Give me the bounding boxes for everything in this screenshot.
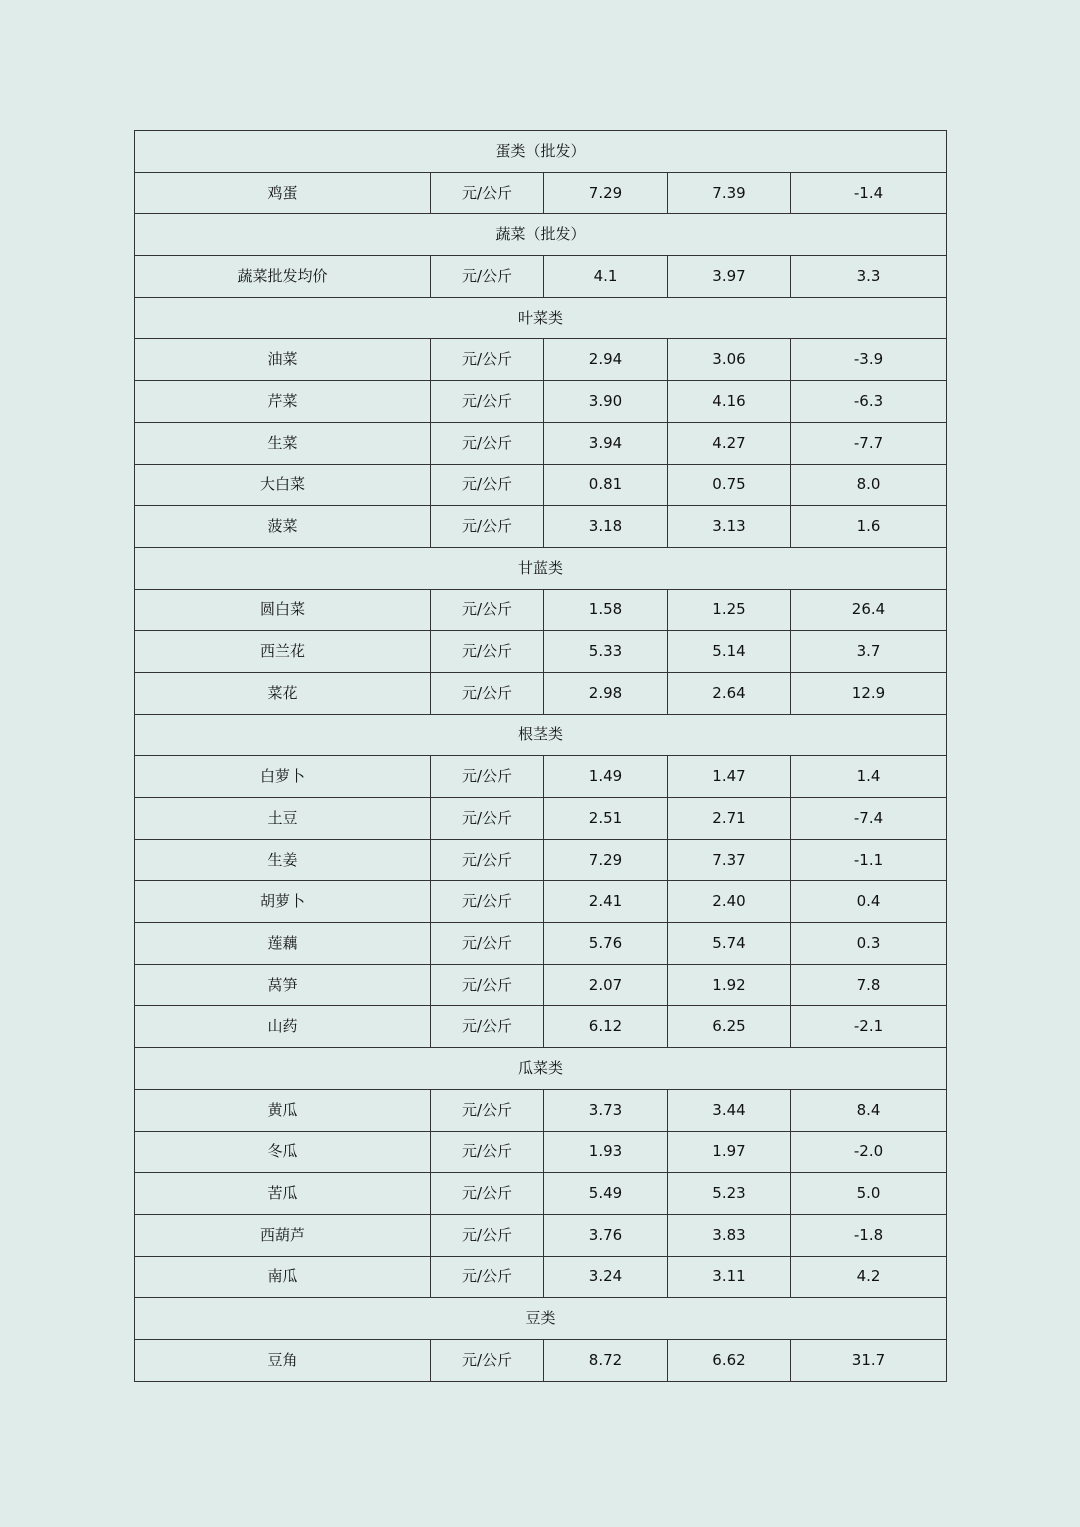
change-percent-cell: 5.0 bbox=[791, 1173, 947, 1215]
section-header-row bbox=[135, 1298, 947, 1340]
change-percent-cell: 1.6 bbox=[791, 506, 947, 548]
item-name-cell: 大白菜 bbox=[135, 464, 431, 506]
change-percent-cell: 26.4 bbox=[791, 589, 947, 631]
current-price-cell: 2.41 bbox=[544, 881, 668, 923]
table-row bbox=[135, 672, 947, 714]
current-price-cell: 3.90 bbox=[544, 381, 668, 423]
change-percent-cell: -1.1 bbox=[791, 839, 947, 881]
change-percent-cell: -2.0 bbox=[791, 1131, 947, 1173]
change-percent-cell: -6.3 bbox=[791, 381, 947, 423]
change-percent-cell: -7.4 bbox=[791, 798, 947, 840]
price-table bbox=[134, 130, 947, 1382]
section-header-row bbox=[135, 547, 947, 589]
current-price-cell: 0.81 bbox=[544, 464, 668, 506]
item-name-cell: 蔬菜批发均价 bbox=[135, 256, 431, 298]
table-row bbox=[135, 1089, 947, 1131]
section-title: 甘蓝类 bbox=[135, 547, 947, 589]
item-name-cell: 山药 bbox=[135, 1006, 431, 1048]
unit-cell: 元/公斤 bbox=[431, 1339, 544, 1381]
unit-cell: 元/公斤 bbox=[431, 631, 544, 673]
price-table-body bbox=[135, 131, 947, 1382]
section-header-row bbox=[135, 131, 947, 173]
unit-cell: 元/公斤 bbox=[431, 1089, 544, 1131]
current-price-cell: 1.49 bbox=[544, 756, 668, 798]
item-name-cell: 西兰花 bbox=[135, 631, 431, 673]
previous-price-cell: 7.37 bbox=[668, 839, 791, 881]
current-price-cell: 2.94 bbox=[544, 339, 668, 381]
unit-cell: 元/公斤 bbox=[431, 1131, 544, 1173]
item-name-cell: 豆角 bbox=[135, 1339, 431, 1381]
unit-cell: 元/公斤 bbox=[431, 756, 544, 798]
previous-price-cell: 3.97 bbox=[668, 256, 791, 298]
current-price-cell: 7.29 bbox=[544, 172, 668, 214]
item-name-cell: 黄瓜 bbox=[135, 1089, 431, 1131]
section-title: 瓜菜类 bbox=[135, 1048, 947, 1090]
table-row bbox=[135, 589, 947, 631]
previous-price-cell: 6.25 bbox=[668, 1006, 791, 1048]
table-row bbox=[135, 964, 947, 1006]
table-row bbox=[135, 506, 947, 548]
section-title: 叶菜类 bbox=[135, 297, 947, 339]
change-percent-cell: 3.3 bbox=[791, 256, 947, 298]
unit-cell: 元/公斤 bbox=[431, 964, 544, 1006]
item-name-cell: 芹菜 bbox=[135, 381, 431, 423]
change-percent-cell: 12.9 bbox=[791, 672, 947, 714]
change-percent-cell: -1.8 bbox=[791, 1214, 947, 1256]
unit-cell: 元/公斤 bbox=[431, 923, 544, 965]
item-name-cell: 白萝卜 bbox=[135, 756, 431, 798]
section-title: 蛋类（批发） bbox=[135, 131, 947, 173]
current-price-cell: 3.73 bbox=[544, 1089, 668, 1131]
current-price-cell: 1.58 bbox=[544, 589, 668, 631]
current-price-cell: 3.24 bbox=[544, 1256, 668, 1298]
unit-cell: 元/公斤 bbox=[431, 256, 544, 298]
item-name-cell: 生姜 bbox=[135, 839, 431, 881]
previous-price-cell: 2.64 bbox=[668, 672, 791, 714]
unit-cell: 元/公斤 bbox=[431, 1214, 544, 1256]
item-name-cell: 圆白菜 bbox=[135, 589, 431, 631]
table-row bbox=[135, 923, 947, 965]
change-percent-cell: 8.4 bbox=[791, 1089, 947, 1131]
current-price-cell: 5.76 bbox=[544, 923, 668, 965]
table-row bbox=[135, 1173, 947, 1215]
previous-price-cell: 5.14 bbox=[668, 631, 791, 673]
section-title: 根茎类 bbox=[135, 714, 947, 756]
previous-price-cell: 1.47 bbox=[668, 756, 791, 798]
current-price-cell: 1.93 bbox=[544, 1131, 668, 1173]
section-title: 蔬菜（批发） bbox=[135, 214, 947, 256]
previous-price-cell: 4.16 bbox=[668, 381, 791, 423]
section-header-row bbox=[135, 1048, 947, 1090]
unit-cell: 元/公斤 bbox=[431, 381, 544, 423]
change-percent-cell: 0.4 bbox=[791, 881, 947, 923]
unit-cell: 元/公斤 bbox=[431, 839, 544, 881]
previous-price-cell: 6.62 bbox=[668, 1339, 791, 1381]
item-name-cell: 南瓜 bbox=[135, 1256, 431, 1298]
table-row bbox=[135, 631, 947, 673]
table-row bbox=[135, 1339, 947, 1381]
table-row bbox=[135, 1256, 947, 1298]
change-percent-cell: -3.9 bbox=[791, 339, 947, 381]
unit-cell: 元/公斤 bbox=[431, 1173, 544, 1215]
previous-price-cell: 1.92 bbox=[668, 964, 791, 1006]
previous-price-cell: 1.97 bbox=[668, 1131, 791, 1173]
section-header-row bbox=[135, 714, 947, 756]
item-name-cell: 西葫芦 bbox=[135, 1214, 431, 1256]
table-row bbox=[135, 1214, 947, 1256]
unit-cell: 元/公斤 bbox=[431, 172, 544, 214]
item-name-cell: 土豆 bbox=[135, 798, 431, 840]
current-price-cell: 3.94 bbox=[544, 422, 668, 464]
current-price-cell: 3.76 bbox=[544, 1214, 668, 1256]
unit-cell: 元/公斤 bbox=[431, 798, 544, 840]
unit-cell: 元/公斤 bbox=[431, 672, 544, 714]
table-row bbox=[135, 839, 947, 881]
current-price-cell: 7.29 bbox=[544, 839, 668, 881]
current-price-cell: 6.12 bbox=[544, 1006, 668, 1048]
previous-price-cell: 2.40 bbox=[668, 881, 791, 923]
change-percent-cell: 7.8 bbox=[791, 964, 947, 1006]
previous-price-cell: 3.44 bbox=[668, 1089, 791, 1131]
item-name-cell: 冬瓜 bbox=[135, 1131, 431, 1173]
table-row bbox=[135, 798, 947, 840]
table-row bbox=[135, 464, 947, 506]
previous-price-cell: 0.75 bbox=[668, 464, 791, 506]
previous-price-cell: 7.39 bbox=[668, 172, 791, 214]
change-percent-cell: 31.7 bbox=[791, 1339, 947, 1381]
section-header-row bbox=[135, 297, 947, 339]
table-row bbox=[135, 339, 947, 381]
item-name-cell: 鸡蛋 bbox=[135, 172, 431, 214]
section-title: 豆类 bbox=[135, 1298, 947, 1340]
change-percent-cell: -7.7 bbox=[791, 422, 947, 464]
previous-price-cell: 5.74 bbox=[668, 923, 791, 965]
previous-price-cell: 3.11 bbox=[668, 1256, 791, 1298]
change-percent-cell: 4.2 bbox=[791, 1256, 947, 1298]
current-price-cell: 2.98 bbox=[544, 672, 668, 714]
previous-price-cell: 3.83 bbox=[668, 1214, 791, 1256]
item-name-cell: 油菜 bbox=[135, 339, 431, 381]
previous-price-cell: 4.27 bbox=[668, 422, 791, 464]
item-name-cell: 胡萝卜 bbox=[135, 881, 431, 923]
table-row bbox=[135, 1131, 947, 1173]
current-price-cell: 2.51 bbox=[544, 798, 668, 840]
current-price-cell: 4.1 bbox=[544, 256, 668, 298]
previous-price-cell: 3.06 bbox=[668, 339, 791, 381]
current-price-cell: 5.33 bbox=[544, 631, 668, 673]
current-price-cell: 3.18 bbox=[544, 506, 668, 548]
table-row bbox=[135, 256, 947, 298]
change-percent-cell: -1.4 bbox=[791, 172, 947, 214]
item-name-cell: 莴笋 bbox=[135, 964, 431, 1006]
previous-price-cell: 5.23 bbox=[668, 1173, 791, 1215]
change-percent-cell: 8.0 bbox=[791, 464, 947, 506]
table-row bbox=[135, 1006, 947, 1048]
table-row bbox=[135, 422, 947, 464]
current-price-cell: 5.49 bbox=[544, 1173, 668, 1215]
item-name-cell: 菜花 bbox=[135, 672, 431, 714]
previous-price-cell: 3.13 bbox=[668, 506, 791, 548]
change-percent-cell: 0.3 bbox=[791, 923, 947, 965]
previous-price-cell: 2.71 bbox=[668, 798, 791, 840]
unit-cell: 元/公斤 bbox=[431, 589, 544, 631]
unit-cell: 元/公斤 bbox=[431, 422, 544, 464]
section-header-row bbox=[135, 214, 947, 256]
previous-price-cell: 1.25 bbox=[668, 589, 791, 631]
unit-cell: 元/公斤 bbox=[431, 464, 544, 506]
table-row bbox=[135, 172, 947, 214]
current-price-cell: 8.72 bbox=[544, 1339, 668, 1381]
item-name-cell: 苦瓜 bbox=[135, 1173, 431, 1215]
item-name-cell: 生菜 bbox=[135, 422, 431, 464]
item-name-cell: 菠菜 bbox=[135, 506, 431, 548]
table-row bbox=[135, 381, 947, 423]
table-row bbox=[135, 881, 947, 923]
unit-cell: 元/公斤 bbox=[431, 1256, 544, 1298]
current-price-cell: 2.07 bbox=[544, 964, 668, 1006]
unit-cell: 元/公斤 bbox=[431, 339, 544, 381]
table-row bbox=[135, 756, 947, 798]
change-percent-cell: -2.1 bbox=[791, 1006, 947, 1048]
change-percent-cell: 3.7 bbox=[791, 631, 947, 673]
unit-cell: 元/公斤 bbox=[431, 506, 544, 548]
change-percent-cell: 1.4 bbox=[791, 756, 947, 798]
item-name-cell: 莲藕 bbox=[135, 923, 431, 965]
unit-cell: 元/公斤 bbox=[431, 1006, 544, 1048]
unit-cell: 元/公斤 bbox=[431, 881, 544, 923]
